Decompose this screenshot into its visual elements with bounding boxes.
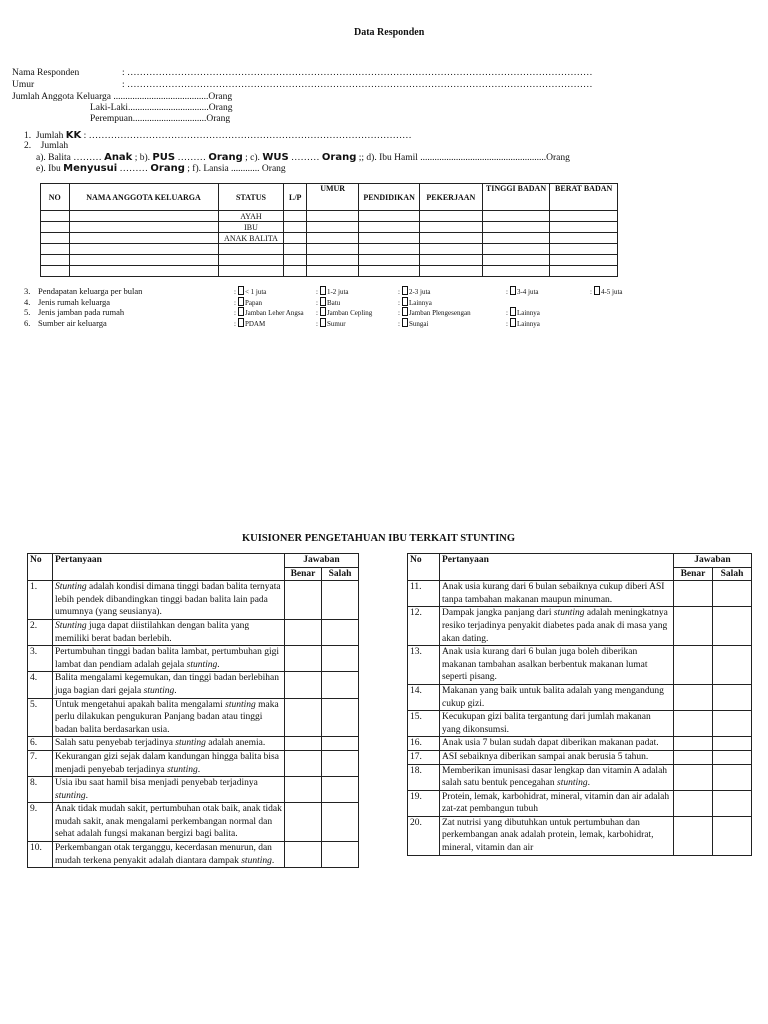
- table-row: AYAH: [41, 211, 618, 222]
- benar-cell[interactable]: [674, 790, 713, 816]
- salah-cell[interactable]: [322, 803, 359, 842]
- benar-cell[interactable]: [285, 803, 322, 842]
- option-number: 3.: [24, 286, 31, 296]
- checkbox-icon[interactable]: [238, 318, 244, 327]
- item-1: 1. Jumlah KK : …………………………………………………………………………………………: [24, 130, 412, 141]
- line-ibu-menyusui: e). Ibu Menyusui ……… Orang ; f). Lansia ............ Orang: [36, 163, 286, 174]
- table-row: 6. Salah satu penyebab terjadinya stunting adalah anemia.: [28, 737, 359, 751]
- salah-cell[interactable]: [713, 816, 752, 855]
- benar-cell[interactable]: [285, 672, 322, 698]
- table-row: 14. Makanan yang baik untuk balita adalah yang mengandung cukup gizi.: [408, 684, 752, 710]
- option-choice[interactable]: : 3-4 juta: [506, 288, 539, 296]
- benar-cell[interactable]: [674, 684, 713, 710]
- option-choice[interactable]: : PDAM: [234, 319, 266, 328]
- table-row: 15. Kecukupan gizi balita tergantung dari jumlah makanan yang dikonsumsi.: [408, 711, 752, 737]
- table-row: ANAK BALITA: [41, 233, 618, 244]
- salah-cell[interactable]: [322, 646, 359, 672]
- laki-laki: Laki-Laki..................................Orang: [90, 103, 233, 113]
- salah-cell[interactable]: [713, 737, 752, 751]
- nama-label: Nama Responden: [12, 68, 80, 78]
- option-label: Jenis rumah keluarga: [38, 296, 111, 307]
- umur-dots: : …………………………………………………………………………………………………………………………………: [122, 80, 593, 90]
- option-choice[interactable]: : Lainnya: [398, 298, 432, 307]
- item-2: 2. Jumlah: [24, 141, 69, 151]
- perempuan: Perempuan...............................Orang: [90, 114, 231, 124]
- option-choice[interactable]: : Lainnya: [506, 309, 540, 317]
- benar-cell[interactable]: [285, 750, 322, 776]
- checkbox-icon[interactable]: [238, 297, 244, 306]
- table-row: 8. Usia ibu saat hamil bisa menjadi penyebab terjadinya stunting.: [28, 777, 359, 803]
- table-row: 4. Balita mengalami kegemukan, dan tinggi badan berlebihan juga bagian dari gejala stunting.: [28, 672, 359, 698]
- checkbox-icon[interactable]: [510, 318, 516, 327]
- salah-cell[interactable]: [322, 842, 359, 868]
- table-row: 20. Zat nutrisi yang dibutuhkan untuk pertumbuhan dan perkembangan anak adalah protein, lemak, karbohidrat, mineral, vitamin dan air: [408, 816, 752, 855]
- salah-cell[interactable]: [322, 581, 359, 620]
- salah-cell[interactable]: [322, 737, 359, 751]
- benar-cell[interactable]: [285, 581, 322, 620]
- option-choice[interactable]: : 2-3 juta: [398, 288, 431, 296]
- checkbox-icon[interactable]: [320, 318, 326, 327]
- option-label: Pendapatan keluarga per bulan: [38, 286, 143, 296]
- benar-cell[interactable]: [285, 842, 322, 868]
- question-table-left: No Pertanyaan Jawaban Benar Salah 1. Stunting adalah kondisi dimana tinggi badan balita ternyata lebih pendek dibandingkan tinggi badan balita lain pada umumnya (yang seusianya). 2. Stunting juga dapat diistilahkan dengan balita yang memiliki berat badan berlebih. 3. Pertumbuhan tinggi badan balita lambat, pertumbuhan gigi lambat dan pendiam adalah gejala stunting. 4. Balita mengalami kegemukan, dan tinggi badan berlebihan juga bagian dari gejala stunting. 5. Untuk mengetahui apakah balita mengalami stunting maka perlu dilakukan pengukuran Panjang badan atau tinggi badan balita berdasarkan usia. 6. Salah satu penyebab terjadinya stunting adalah anemia. 7. Kekurangan gizi sejak dalam kandungan hingga balita bisa menjadi penyebab terjadinya stunting. 8. Usia ibu saat hamil bisa menjadi penyebab terjadinya stunting. 9. Anak tidak mudah sakit, pertumbuhan otak baik, anak tidak mudah sakit, anak mengalami perkembangan normal dan sehat adalah fungsi makanan bergizi bagi balita. 10. Perkembangan otak terganggu, kecerdasan menurun, dan mudah terkena penyakit adalah diantara dampak stunting.: [27, 553, 359, 868]
- option-choice[interactable]: : < 1 juta: [234, 288, 267, 296]
- option-number: 6.: [24, 317, 31, 328]
- option-choice[interactable]: : Jamban Leher Angsa: [234, 309, 304, 317]
- salah-cell[interactable]: [713, 750, 752, 764]
- option-choice[interactable]: : Sungai: [398, 319, 429, 328]
- checkbox-icon[interactable]: [402, 307, 408, 316]
- option-choice[interactable]: : Sumur: [316, 319, 346, 328]
- salah-cell[interactable]: [322, 672, 359, 698]
- table-row: 3. Pertumbuhan tinggi badan balita lambat, pertumbuhan gigi lambat dan pendiam adalah gejala stunting.: [28, 646, 359, 672]
- checkbox-icon[interactable]: [402, 286, 408, 295]
- line-balita: a). Balita ……… Anak ; b). PUS ……… Orang ; c). WUS ……… Orang ;; d). Ibu Hamil .....................................................Orang: [36, 152, 570, 163]
- table-row: 2. Stunting juga dapat diistilahkan dengan balita yang memiliki berat badan berlebih.: [28, 619, 359, 645]
- salah-cell[interactable]: [713, 684, 752, 710]
- table-row: [41, 266, 618, 277]
- table-row: 10. Perkembangan otak terganggu, kecerdasan menurun, dan mudah terkena penyakit adalah diantara dampak stunting.: [28, 842, 359, 868]
- benar-cell[interactable]: [285, 646, 322, 672]
- salah-cell[interactable]: [713, 764, 752, 790]
- option-choice[interactable]: : Papan: [234, 298, 263, 307]
- option-choice[interactable]: : Lainnya: [506, 319, 540, 328]
- checkbox-icon[interactable]: [238, 286, 244, 295]
- jumlah-anggota: Jumlah Anggota Keluarga ........................................Orang: [12, 92, 233, 102]
- member-table-header: NO NAMA ANGGOTA KELUARGA STATUS L/P UMUR PENDIDIKAN PEKERJAAN TINGGI BADAN BERAT BADAN: [41, 184, 618, 211]
- nama-dots: : …………………………………………………………………………………………………………………………………: [122, 68, 593, 78]
- option-number: 5.: [24, 307, 31, 317]
- table-row: 17. ASI sebaiknya diberikan sampai anak berusia 5 tahun.: [408, 750, 752, 764]
- checkbox-icon[interactable]: [594, 286, 600, 295]
- benar-cell[interactable]: [674, 750, 713, 764]
- salah-cell[interactable]: [322, 777, 359, 803]
- checkbox-icon[interactable]: [238, 307, 244, 316]
- salah-cell[interactable]: [322, 750, 359, 776]
- checkbox-icon[interactable]: [320, 307, 326, 316]
- checkbox-icon[interactable]: [402, 297, 408, 306]
- table-row: 7. Kekurangan gizi sejak dalam kandungan hingga balita bisa menjadi penyebab terjadinya stunting.: [28, 750, 359, 776]
- salah-cell[interactable]: [713, 711, 752, 737]
- option-label: Jenis jamban pada rumah: [38, 307, 125, 317]
- table-row: 11. Anak usia kurang dari 6 bulan sebaiknya cukup diberi ASI tanpa tambahan makanan maupun minuman.: [408, 581, 752, 607]
- kk-handwritten: KK: [65, 130, 82, 141]
- table-row: 9. Anak tidak mudah sakit, pertumbuhan otak baik, anak tidak mudah sakit, anak mengalami perkembangan normal dan sehat adalah fungsi makanan bergizi bagi balita.: [28, 803, 359, 842]
- table-row: 5. Untuk mengetahui apakah balita mengalami stunting maka perlu dilakukan pengukuran Panjang badan atau tinggi badan balita berdasarkan usia.: [28, 698, 359, 737]
- table-row: 18. Memberikan imunisasi dasar lengkap dan vitamin A adalah salah satu bentuk pencegahan stunting.: [408, 764, 752, 790]
- table-row: 16. Anak usia 7 bulan sudah dapat diberikan makanan padat.: [408, 737, 752, 751]
- page-title: Data Responden: [354, 27, 425, 38]
- benar-cell[interactable]: [674, 764, 713, 790]
- option-choice[interactable]: : 1-2 juta: [316, 288, 349, 296]
- salah-cell[interactable]: [713, 607, 752, 646]
- member-table: [40, 183, 618, 277]
- option-label: Sumber air keluarga: [38, 317, 107, 328]
- checkbox-icon[interactable]: [510, 307, 516, 316]
- option-choice[interactable]: : 4-5 juta: [590, 288, 623, 296]
- salah-cell[interactable]: [713, 646, 752, 685]
- option-choice[interactable]: : Jamban Cepling: [316, 309, 373, 317]
- benar-cell[interactable]: [285, 698, 322, 737]
- benar-cell[interactable]: [674, 816, 713, 855]
- benar-cell[interactable]: [285, 737, 322, 751]
- benar-cell[interactable]: [674, 607, 713, 646]
- checkbox-icon[interactable]: [320, 297, 326, 306]
- checkbox-icon[interactable]: [510, 286, 516, 295]
- table-row: 13. Anak usia kurang dari 6 bulan juga boleh diberikan makanan tambahan asalkan berbentuk makanan lumat seperti pisang.: [408, 646, 752, 685]
- benar-cell[interactable]: [285, 619, 322, 645]
- option-number: 4.: [24, 296, 31, 307]
- table-row: [41, 255, 618, 266]
- checkbox-icon[interactable]: [320, 286, 326, 295]
- table-row: [41, 244, 618, 255]
- table-row: 19. Protein, lemak, karbohidrat, mineral, vitamin dan air adalah zat-zat pembangun tubuh: [408, 790, 752, 816]
- salah-cell[interactable]: [713, 581, 752, 607]
- umur-label: Umur: [12, 80, 35, 90]
- benar-cell[interactable]: [674, 581, 713, 607]
- salah-cell[interactable]: [322, 698, 359, 737]
- salah-cell[interactable]: [322, 619, 359, 645]
- benar-cell[interactable]: [674, 646, 713, 685]
- benar-cell[interactable]: [285, 777, 322, 803]
- benar-cell[interactable]: [674, 711, 713, 737]
- checkbox-icon[interactable]: [402, 318, 408, 327]
- benar-cell[interactable]: [674, 737, 713, 751]
- table-row: 1. Stunting adalah kondisi dimana tinggi badan balita ternyata lebih pendek dibandingkan tinggi badan balita lain pada umumnya (yang seusianya).: [28, 581, 359, 620]
- table-row: 12. Dampak jangka panjang dari stunting adalah meningkatnya resiko terjadinya penyakit diabetes pada anak di masa yang akan dating.: [408, 607, 752, 646]
- table-row: IBU: [41, 222, 618, 233]
- salah-cell[interactable]: [713, 790, 752, 816]
- option-choice[interactable]: : Batu: [316, 298, 341, 307]
- kuisioner-title: KUISIONER PENGETAHUAN IBU TERKAIT STUNTING: [242, 533, 516, 544]
- option-choice[interactable]: : Jamban Plengesengan: [398, 309, 471, 317]
- question-table-right: No Pertanyaan Jawaban Benar Salah 11. Anak usia kurang dari 6 bulan sebaiknya cukup diberi ASI tanpa tambahan makanan maupun minuman. 12. Dampak jangka panjang dari stunting adalah meningkatnya resiko terjadinya penyakit diabetes pada anak di masa yang akan dating. 13. Anak usia kurang dari 6 bulan juga boleh diberikan makanan tambahan asalkan berbentuk makanan lumat seperti pisang. 14. Makanan yang baik untuk balita adalah yang mengandung cukup gizi. 15. Kecukupan gizi balita tergantung dari jumlah makanan yang dikonsumsi. 16. Anak usia 7 bulan sudah dapat diberikan makanan padat. 17. ASI sebaiknya diberikan sampai anak berusia 5 tahun. 18. Memberikan imunisasi dasar lengkap dan vitamin A adalah salah satu bentuk pencegahan stunting. 19. Protein, lemak, karbohidrat, mineral, vitamin dan air adalah zat-zat pembangun tubuh 20. Zat nutrisi yang dibutuhkan untuk pertumbuhan dan perkembangan anak adalah protein, lemak, karbohidrat, mineral, vitamin dan air: [407, 553, 752, 856]
